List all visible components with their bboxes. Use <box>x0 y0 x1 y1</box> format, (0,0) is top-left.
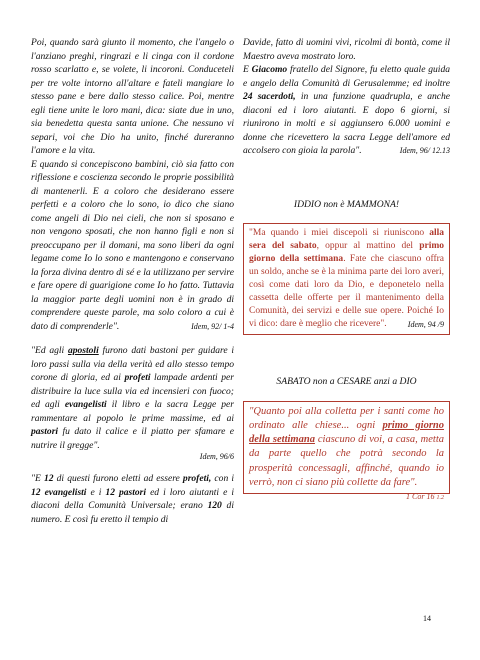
paragraph-james: E Giacomo fratello del Signore, fu eletto quale guida e angelo della Comunità di Gerusalemme; ed inoltre 24 sacerdoti, in una funzione quadrupla, e anche diaconi ed i loro aiutanti. E dopo 6 giorni, si riunirono in molti e si aggiunsero 6.000 uomini e donne che ricevettero la sacra Legge dell'amore ed accolsero con gioia la parola". Idem, 96/ 12.13 <box>243 64 450 156</box>
reference: Idem, 94 /9 <box>407 320 444 329</box>
quote-box-offering: "Ma quando i miei discepoli si riuniscono alla sera del sabato, oppur al mattino del primo giorno della settimana. Fate che ciascuno offra un soldo, anche se è la minima parte dei loro averi, così come dati loro da Dio, e deponetelo nella cassetta delle offerte per il mantenimento della Comunità, dei servizi e delle sue opere. Poiché Io vi dico: dare è meglio che ricevere". Idem, 94 /9 <box>243 223 450 335</box>
left-column <box>31 36 234 526</box>
paragraph-children: E quando si concepiscono bambini, ciò sia fatto con riflessione e coscienza secondo le proprie possibilità di mantenerli. E a coloro che desiderano essere perfetti e a coloro che lo sono, io dico che siano come angeli di Dio nei cieli, che non si sposano e non vengono sposati, che non hanno figli e non si preoccupano per il domani, ma sono liberi da ogni legame come Io lo sono e mantengono e conservano la forza divina dentro di sé e la utilizzano per servire e fare opere di guarigione come Io ho fatto. Tuttavia la maggior parte degli uomini non è in grado di comprendere queste parole, ma solo coloro a cui è dato di comprenderle". Idem, 92/ 1-4 <box>31 158 234 332</box>
page-number: 14 <box>423 614 431 623</box>
heading-mammona: IDDIO non è MAMMONA! <box>293 198 400 210</box>
heading-sabato: SABATO non a CESARE anzi a DIO <box>276 376 417 387</box>
right-column <box>243 36 450 506</box>
reference: Idem, 96/6 <box>199 452 234 461</box>
reference: Idem, 92/ 1-4 <box>191 321 234 331</box>
quote-box-collection: "Quanto poi alla colletta per i santi come ho ordinato alle chiese... ogni primo giorno della settimana ciascuno di voi, a casa, metta da parte quello che potrà secondo la prosperità concessagli, affinché, quando io verrò, non ci siano più collette da fare". 1 Cor 16 1.2 <box>243 401 450 495</box>
paragraph-wedding: Poi, quando sarà giunto il momento, che l'angelo o l'anziano preghi, ringrazi e li cinga con il cordone rosso scarlatto e, se volete, li incoroni. Conduceteli per tre volte intorno all'altare e fateli mangiare lo stesso pane e bere dallo stesso calice. Poi, mentre egli tiene unite le loro mani, dica: siate due in uno, sia benedetta questa santa unione. Che nessuno vi separi, voi che Dio ha unito, finché dureranno l'amore e la vita. <box>31 37 234 156</box>
reference: 1 Cor 16 1.2 <box>406 492 444 502</box>
reference: Idem, 96/ 12.13 <box>399 146 450 155</box>
paragraph-twelve: "E 12 di questi furono eletti ad essere profeti, con i 12 evangelisti e i 12 pastori ed i loro aiutanti e i diaconi della Comunità Universale; erano 120 di numero. E così fu eretto il tempio di <box>31 473 234 525</box>
paragraph-apostles: "Ed agli apostoli furono dati bastoni per guidare i loro passi sulla via della verità ed allo stesso tempo corone di gloria, ed ai profeti lampade ardenti per distribuire la luce sulla via ed incensieri con fuoco; ed agli evangelisti il libro e la sacra Legge per rammentare al popolo le prime massime, ed ai pastori fu dato il calice e il piatto per sfamare e nutrire il gregge". <box>31 345 234 451</box>
paragraph-david: Davide, fatto di uomini vivi, ricolmi di bontà, come il Maestro aveva mostrato loro. <box>243 37 450 62</box>
